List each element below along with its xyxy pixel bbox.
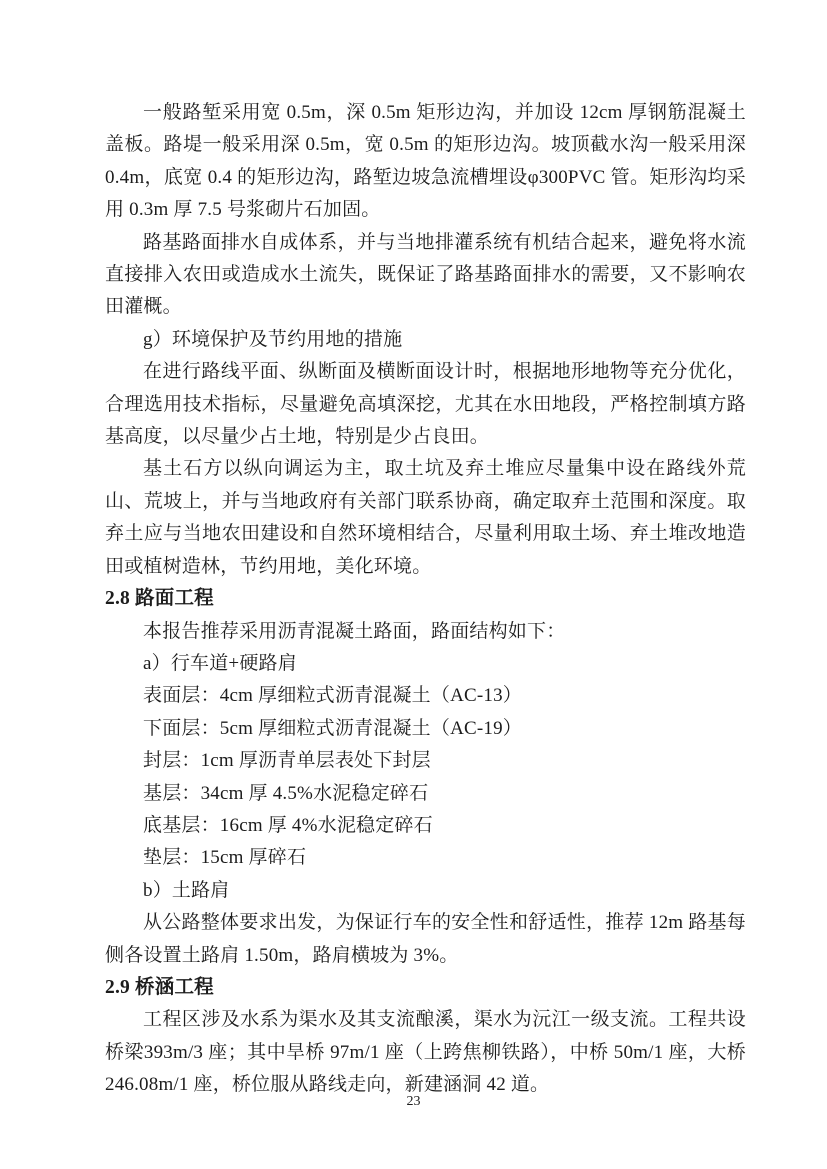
section-heading-2-9-bridge: 2.9 桥涵工程 (105, 976, 214, 998)
paragraph-earthwork: 基土石方以纵向调运为主，取土坑及弃土堆应尽量集中设在路线外荒山、荒坡上，并与当地政府有关部门联系协商，确定取弃土范围和深度。取弃土应与当地农田建设和自然环境相结合，尽量利用取土场、弃土堆改地造田或植树造林，节约用地，美化环境。 (105, 458, 746, 577)
paragraph-alignment-design: 在进行路线平面、纵断面及横断面设计时，根据地形地物等充分优化，合理选用技术指标，尽量避免高填深挖，尤其在水田地段，严格控制填方路基高度，以尽量少占土地，特别是少占良田。 (105, 361, 746, 448)
paragraph-shoulder-detail: 从公路整体要求出发，为保证行车的安全性和舒适性，推荐 12m 路基每侧各设置土路肩 1.50m，路肩横坡为 3%。 (105, 912, 746, 966)
section-heading-2-8-pavement: 2.8 路面工程 (105, 588, 214, 610)
layer-lower-surface: 下面层：5cm 厚细粒式沥青混凝土（AC-19） (143, 717, 522, 739)
paragraph-pavement-intro: 本报告推荐采用沥青混凝土路面，路面结构如下： (143, 620, 566, 642)
page-number: 23 (406, 1094, 421, 1109)
layer-cushion: 垫层：15cm 厚碎石 (143, 847, 307, 869)
document-body (105, 97, 746, 1102)
layer-seal: 封层：1cm 厚沥青单层表处下封层 (143, 750, 431, 772)
item-a-carriageway: a）行车道+硬路肩 (143, 652, 297, 674)
layer-surface: 表面层：4cm 厚细粒式沥青混凝土（AC-13） (143, 685, 522, 707)
paragraph-drainage-system: 路基路面排水自成体系，并与当地排灌系统有机结合起来，避免将水流直接排入农田或造成水土流失，既保证了路基路面排水的需要，又不影响农田灌概。 (105, 231, 746, 318)
item-b-soil-shoulder: b）土路肩 (143, 879, 230, 901)
layer-base: 基层：34cm 厚 4.5%水泥稳定碎石 (143, 782, 429, 804)
layer-subbase: 底基层：16cm 厚 4%水泥稳定碎石 (143, 814, 433, 836)
paragraph-bridge-culvert: 工程区涉及水系为渠水及其支流酿溪，渠水为沅江一级支流。工程共设桥梁393m/3 座；其中旱桥 97m/1 座（上跨焦柳铁路），中桥 50m/1 座，大桥 246.08m/1 座，桥位服从路线走向，新建涵洞 42 道。 (105, 1009, 746, 1096)
paragraph-drainage-ditch: 一般路堑采用宽 0.5m，深 0.5m 矩形边沟，并加设 12cm 厚钢筋混凝土盖板。路堤一般采用深 0.5m，宽 0.5m 的矩形边沟。坡顶截水沟一般采用深 0.4m，底宽 0.4 的矩形边沟，路堑边坡急流槽埋设φ300PVC 管。矩形沟均采用 0.3m 厚 7.5 号浆砌片石加固。 (105, 102, 746, 221)
item-g-environment-title: g）环境保护及节约用地的措施 (143, 328, 403, 350)
